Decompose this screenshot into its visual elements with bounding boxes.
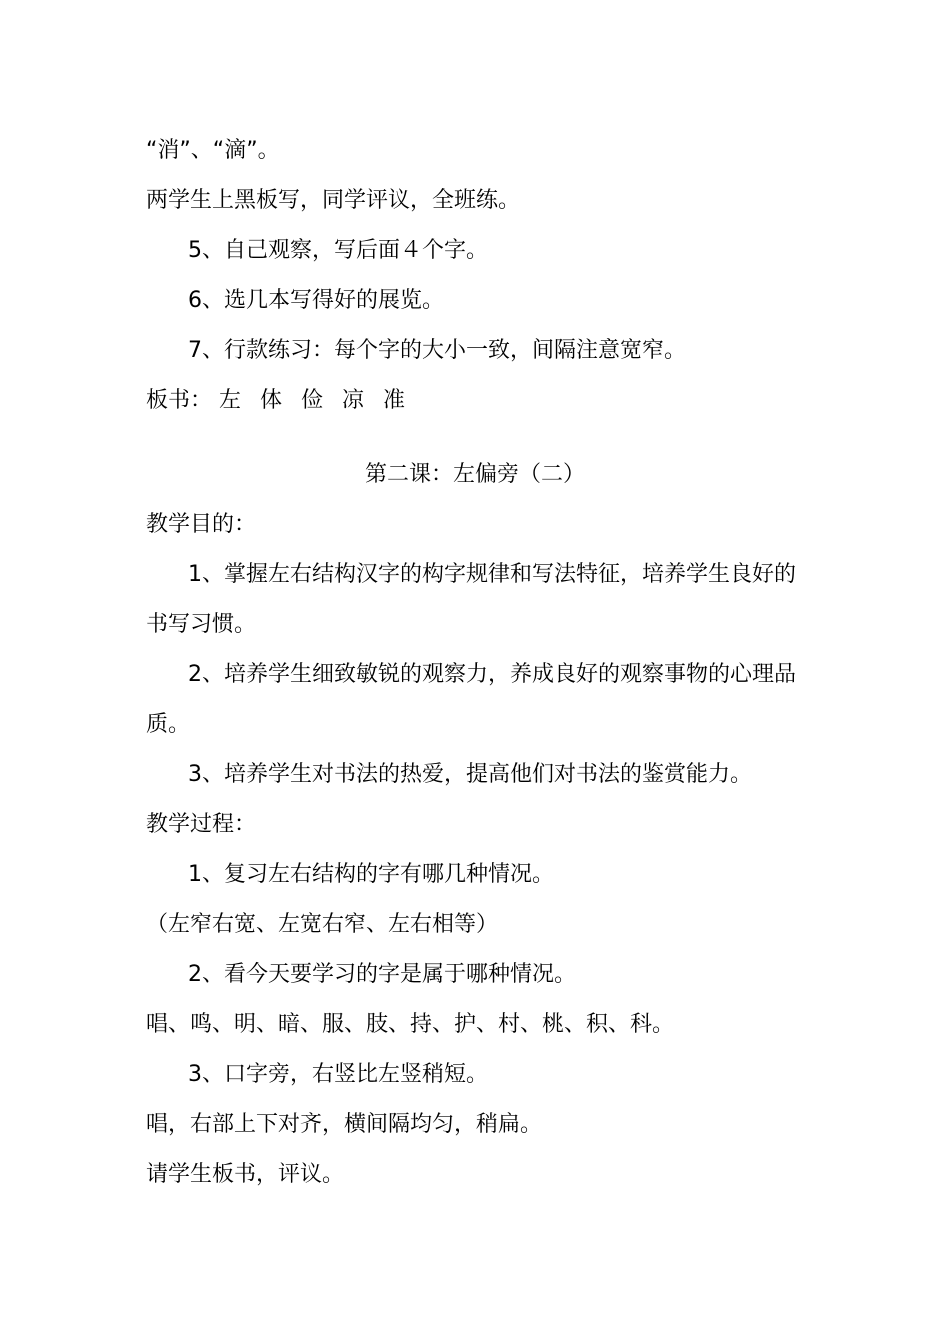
board-notes-label: 板书： xyxy=(146,388,213,413)
process-step-1: 1、复习左右结构的字有哪几种情况。 xyxy=(188,862,554,887)
goal-2-line-1: 2、培养学生细致敏锐的观察力，养成良好的观察事物的心理品 xyxy=(188,662,796,687)
text-line-step-7: 7、行款练习：每个字的大小一致，间隔注意宽窄。 xyxy=(188,338,686,363)
process-step-3: 3、口字旁，右竖比左竖稍短。 xyxy=(188,1062,488,1087)
goal-1-line-2: 书写习惯。 xyxy=(146,612,257,637)
board-notes-characters: 左 体 俭 凉 准 xyxy=(219,388,411,413)
process-step-2: 2、看今天要学习的字是属于哪种情况。 xyxy=(188,962,576,987)
text-line-step-6: 6、选几本写得好的展览。 xyxy=(188,288,444,313)
process-step-3-review: 请学生板书，评议。 xyxy=(146,1162,345,1187)
text-line-step-5: 5、自己观察，写后面４个字。 xyxy=(188,238,488,263)
process-step-3-note: 唱，右部上下对齐，横间隔均匀，稍扁。 xyxy=(146,1112,543,1137)
process-step-1-note: （左窄右宽、左宽右窄、左右相等） xyxy=(146,912,499,937)
goal-1-line-1: 1、掌握左右结构汉字的构字规律和写法特征，培养学生良好的 xyxy=(188,562,796,587)
text-line-board-practice: 两学生上黑板写，同学评议，全班练。 xyxy=(146,188,521,213)
goal-3: 3、培养学生对书法的热爱，提高他们对书法的鉴赏能力。 xyxy=(188,762,752,787)
teaching-goals-heading: 教学目的： xyxy=(146,512,257,537)
board-notes-line xyxy=(146,386,411,416)
text-line-example-chars: “消”、“滴”。 xyxy=(146,138,280,163)
practice-characters: 唱、鸣、明、暗、服、肢、持、护、村、桃、积、科。 xyxy=(146,1012,675,1037)
goal-2-line-2: 质。 xyxy=(146,712,191,737)
lesson-title: 第二课：左偏旁（二） xyxy=(364,462,585,487)
teaching-process-heading: 教学过程： xyxy=(146,812,257,837)
